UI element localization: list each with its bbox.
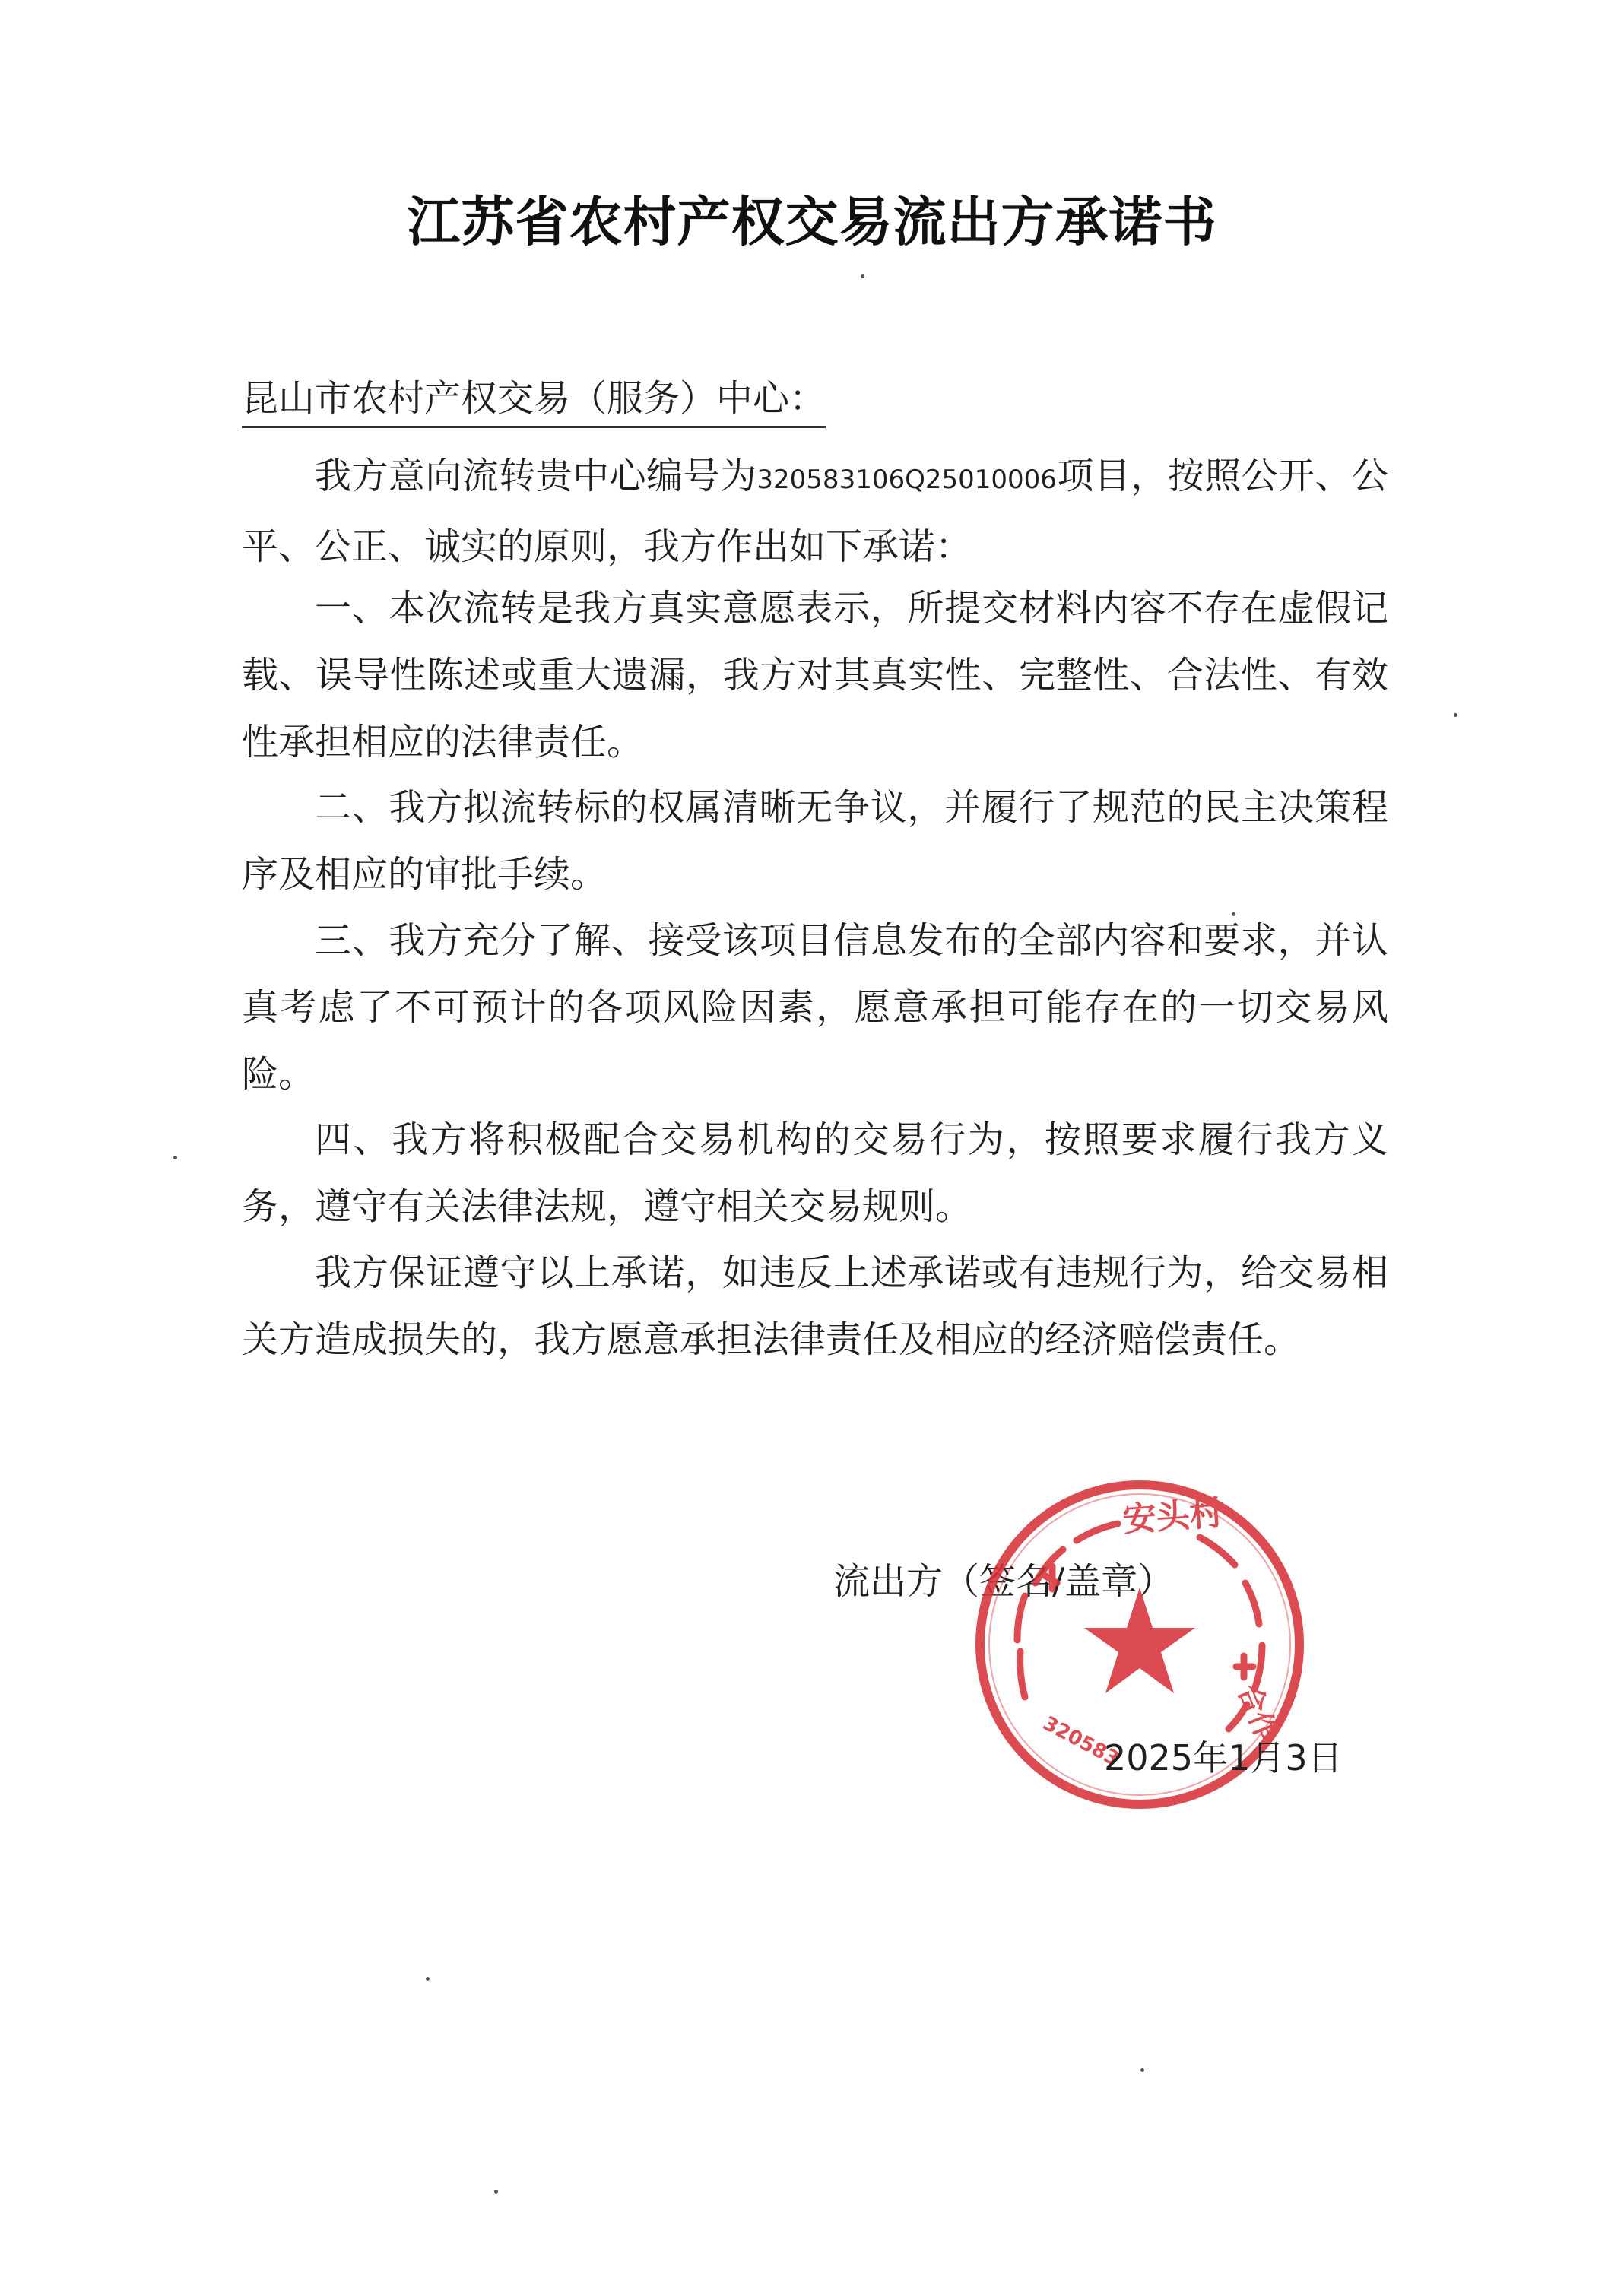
intro-text-before-code: 我方意向流转贵中心编号为 <box>315 455 757 497</box>
clause-4: 四、我方将积极配合交易机构的交易行为，按照要求履行我方义务，遵守有关法律法规，遵守相关交易规则。 <box>242 1118 1388 1228</box>
signing-date: 2025年1月3日 <box>1104 1737 1343 1778</box>
scan-speck <box>426 1977 430 1981</box>
seal-cooperative-label: 合作 <box>1231 1679 1284 1746</box>
clause-2: 二、我方拟流转标的权属清晰无争议，并履行了规范的民主决策程序及相应的审批手续。 <box>242 786 1388 896</box>
scan-speck <box>1140 2068 1144 2072</box>
scan-speck <box>173 1156 177 1159</box>
closing-statement: 我方保证遵守以上承诺，如违反上述承诺或有违规行为，给交易相关方造成损失的，我方愿意承担法律责任及相应的经济赔偿责任。 <box>242 1251 1388 1361</box>
seal-village-name: 安头村 <box>1121 1493 1225 1540</box>
scan-speck <box>1454 713 1457 717</box>
clause-3: 三、我方充分了解、接受该项目信息发布的全部内容和要求，并认真考虑了不可预计的各项风险因素，愿意承担可能存在的一切交易风险。 <box>242 919 1388 1096</box>
intro-text-after-code: 项目，按照公开、公平、公正、诚实的原则，我方作出如下承诺： <box>242 455 1388 568</box>
seal-star-icon <box>1084 1588 1195 1693</box>
document-title: 江苏省农村产权交易流出方承诺书 <box>407 191 1217 253</box>
signature-label: 流出方（签名/盖章） <box>833 1560 1175 1603</box>
scan-speck <box>861 274 864 278</box>
project-code: 320583106Q25010006 <box>756 465 1057 495</box>
clause-1: 一、本次流转是我方真实意愿表示，所提交材料内容不存在虚假记载、误导性陈述或重大遗漏，我方对其真实性、完整性、合法性、有效性承担相应的法律责任。 <box>242 587 1388 763</box>
scan-speck <box>494 2190 498 2194</box>
intro-paragraph <box>242 443 1388 580</box>
addressee: 昆山市农村产权交易（服务）中心： <box>242 373 826 428</box>
seal-code: 320583 <box>1039 1711 1123 1772</box>
scan-speck <box>1232 912 1235 916</box>
